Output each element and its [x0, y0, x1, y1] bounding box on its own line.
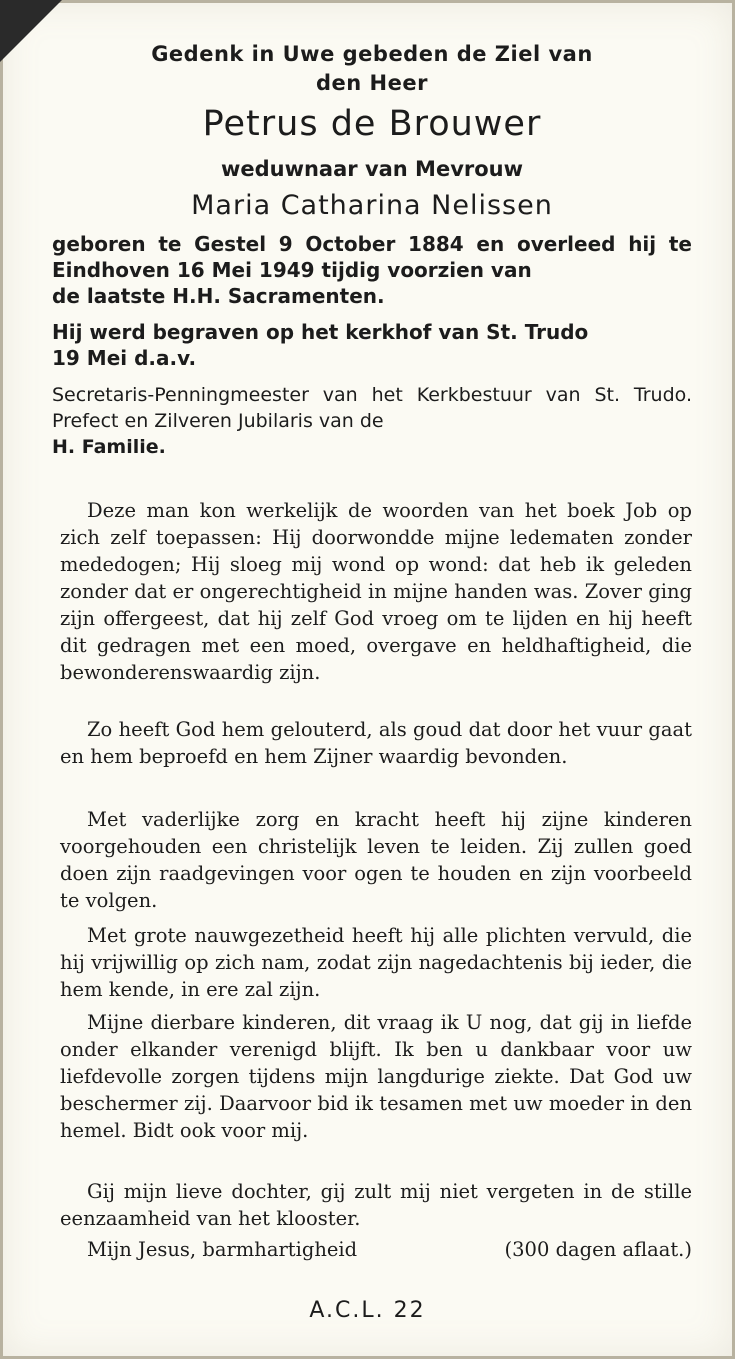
burial-text [52, 319, 692, 371]
office-lines: Secretaris-Penningmeester van het Kerkbestuur van St. Trudo. Prefect en Zilveren Jubilaris van de [52, 384, 692, 432]
paragraph-5: Mijne dierbare kinderen, dit vraag ik U nog, dat gij in liefde onder elkander verenigd blijft. Ik ben u dankbaar voor uw liefdevolle zorgen tijdens mijn langdurige ziekte. Dat God uw beschermer zij. Daarvoor bid ik tesamen met uw moeder in den hemel. Bidt ook voor mij. [60, 1011, 692, 1142]
prayer-line [60, 1236, 692, 1263]
intro-line-1: Gedenk in Uwe gebeden de Ziel van [151, 42, 593, 66]
printer-code: A.C.L. 22 [309, 1298, 426, 1323]
sacraments-line: de laatste H.H. Sacramenten. [52, 284, 385, 308]
widow-of-line: weduwnaar van Mevrouw [220, 157, 524, 181]
birth-death-text [52, 231, 692, 309]
spouse-name: Maria Catharina Nelissen [191, 190, 553, 221]
burial-line: Hij werd begraven op het kerkhof van St. Trudo [52, 320, 589, 344]
paragraph-6: Gij mijn lieve dochter, gij zult mij niet vergeten in de stille eenzaamheid van het klooster. [60, 1180, 692, 1230]
birth-death-lines: geboren te Gestel 9 October 1884 en overleed hij te Eindhoven 16 Mei 1949 tijdig voorzien van [52, 232, 692, 282]
deceased-name: Petrus de Brouwer [202, 104, 542, 144]
paragraph-2: Zo heeft God hem gelouterd, als goud dat door het vuur gaat en hem beproefd en hem Zijner waardig bevonden. [60, 718, 692, 768]
paragraph-4: Met grote nauwgezetheid heeft hij alle plichten vervuld, die hij vrijwillig op zich nam, zodat zijn nagedachtenis bij ieder, die hem kende, in ere zal zijn. [60, 924, 692, 1001]
office-text [52, 382, 692, 460]
paragraph-1: Deze man kon werkelijk de woorden van het boek Job op zich zelf toepassen: Hij doorwondde mijne ledematen zonder mededogen; Hij sloeg mij wond op wond: dat heb ik geleden zonder dat er ongerechtigheid in mijne handen was. Zover ging zijn offergeest, dat hij zelf God vroeg om te lijden en hij heeft dit gedragen met een moed, overgave en heldhaftigheid, die bewonderenswaardig zijn. [60, 499, 692, 684]
indulgence-text: (300 dagen aflaat.) [504, 1238, 692, 1261]
burial-date: 19 Mei d.a.v. [52, 346, 197, 370]
office-last-line: H. Familie. [52, 436, 166, 458]
intro-text [52, 40, 692, 98]
intro-line-2: den Heer [316, 71, 428, 95]
paragraph-3: Met vaderlijke zorg en kracht heeft hij zijne kinderen voorgehouden een christelijk leven te leiden. Zij zullen goed doen zijn raadgevingen voor ogen te houden en zijn voorbeeld te volgen. [60, 808, 692, 912]
prayer-text: Mijn Jesus, barmhartigheid [87, 1238, 358, 1261]
